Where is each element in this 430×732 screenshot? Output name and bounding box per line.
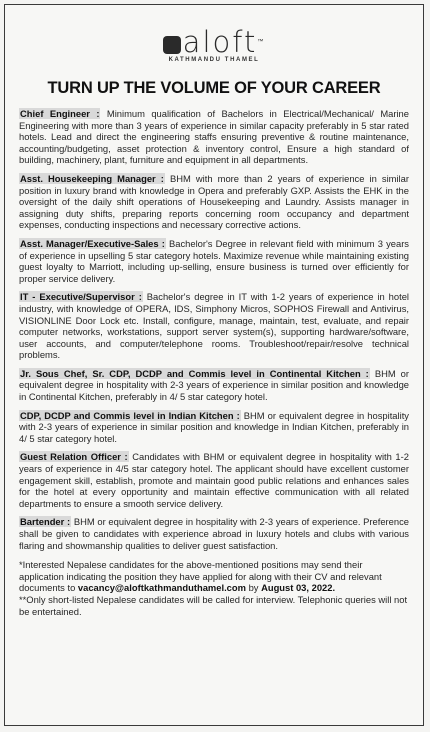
job-description: Bachelor's degree in IT with 1-2 years of experience in hotel industry, with knowledge of OPERA, IDS, Simphony Micros, SOPHOS Firewall and Antivirus, VISIONLINE Door Lock etc. Install, configure, manage, maintain, test, evaluate, and repair computer networks, workstations, support server system(s), supporting hardware/software, user accounts, and computer/telephone rooms. Troubleshoot/repair/resolve technical problems.	[19, 291, 409, 361]
job-listing-asst-manager-sales	[19, 238, 409, 284]
application-deadline: August 03, 2022.	[261, 582, 336, 594]
logo-location: KATHMANDU THAMEL	[168, 57, 260, 63]
logo-a-mark	[163, 36, 181, 54]
job-title: Jr. Sous Chef, Sr. CDP, DCDP and Commis level in Continental Kitchen :	[20, 367, 369, 379]
apply-instructions: *Interested Nepalese candidates for the above-mentioned positions may send their application indicating the position they have applied for along with their CV and relevant documents to vacancy@aloftkathmanduthamel.com by August 03, 2022.	[19, 559, 382, 594]
job-title: Asst. Housekeeping Manager :	[20, 172, 164, 184]
page-title: TURN UP THE VOLUME OF YOUR CAREER	[47, 79, 381, 97]
contact-email[interactable]: vacancy@aloftkathmanduthamel.com	[77, 582, 246, 594]
logo-text: aloft	[182, 25, 258, 59]
job-description: Minimum qualification of Bachelors in Electrical/Mechanical/ Marine Engineering with more than 3 years of experience in similar capacity preferably in 5 star rated hotels. Lead and direct the engineering staffs ensuring preventive & routine maintenance, accounting/budgeting, asset protection & inventory control, Ensure a high standard of building, machinery, plant, furniture and equipment in all departments.	[19, 108, 409, 166]
aloft-logo	[19, 27, 409, 65]
job-listing-it-executive	[19, 291, 409, 361]
job-description: Bachelor's Degree in relevant field with minimum 3 years of experience in upselling 5 star category hotels. Maximize revenue while maintaining existing guest loyalty to Marriott, including up-selling, ensure business is turned over efficiently for proper service delivery.	[19, 237, 409, 284]
job-title: Chief Engineer :	[20, 108, 100, 119]
job-listing-guest-relation-officer	[19, 451, 409, 509]
job-listing-asst-housekeeping-manager	[19, 173, 409, 231]
job-description: BHM or equivalent degree in hospitality with 2-3 years of experience. Preference shall be given to candidates with experience abroad in luxury hotels and clubs with various flaring and showmanship qualities to deliver guest satisfaction.	[19, 516, 410, 551]
job-title: CDP, DCDP and Commis level in Indian Kitchen :	[20, 409, 240, 421]
job-advertisement	[4, 4, 424, 726]
job-listing-indian-kitchen	[19, 410, 409, 445]
job-title: Bartender :	[20, 516, 71, 528]
job-description: BHM or equivalent degree in hospitality with 2-3 years of experience in similar position and knowledge in Continental Kitchen, preferably in 4/ 5 star category hotel.	[19, 367, 409, 403]
job-title: Guest Relation Officer :	[20, 451, 128, 463]
job-description: Candidates with BHM or equivalent degree in hospitality with 1-2 years of experience in 4/5 star category hotel. The applicant should have excellent customer engagement skill, establish, promote and maintain good public relations and enhances sales for the hotel at every opportunity and maintain effective communication with all related departments to ensure a smooth service delivery.	[19, 451, 409, 509]
job-title: Asst. Manager/Executive-Sales :	[20, 237, 165, 249]
job-description: BHM with more than 2 years of experience in similar position in luxury brand with knowledge in Opera and preferably GXP. Assists the EHK in the oversight of the daily shift operations of Housekeeping and Laundry. Assists manager in assigning duty shifts, preparing reports concerning room occupancy and department expenses, conducting inspections and necessary corrective actions.	[19, 172, 409, 231]
job-title: IT - Executive/Supervisor :	[20, 291, 142, 303]
shortlist-note: **Only short-listed Nepalese candidates will be called for interview. Telephonic queries will not be entertained.	[19, 593, 408, 617]
application-notes	[19, 559, 409, 617]
job-listing-continental-kitchen	[19, 368, 409, 403]
job-list	[19, 108, 409, 551]
job-listing-bartender	[19, 516, 409, 551]
job-description: BHM or equivalent degree in hospitality with 2-3 years of experience in similar position and knowledge in Indian Kitchen, preferably in 4/ 5 star category hotel.	[19, 409, 409, 444]
job-listing-chief-engineer	[19, 108, 409, 166]
logo-wordmark: aloft™	[163, 27, 266, 57]
